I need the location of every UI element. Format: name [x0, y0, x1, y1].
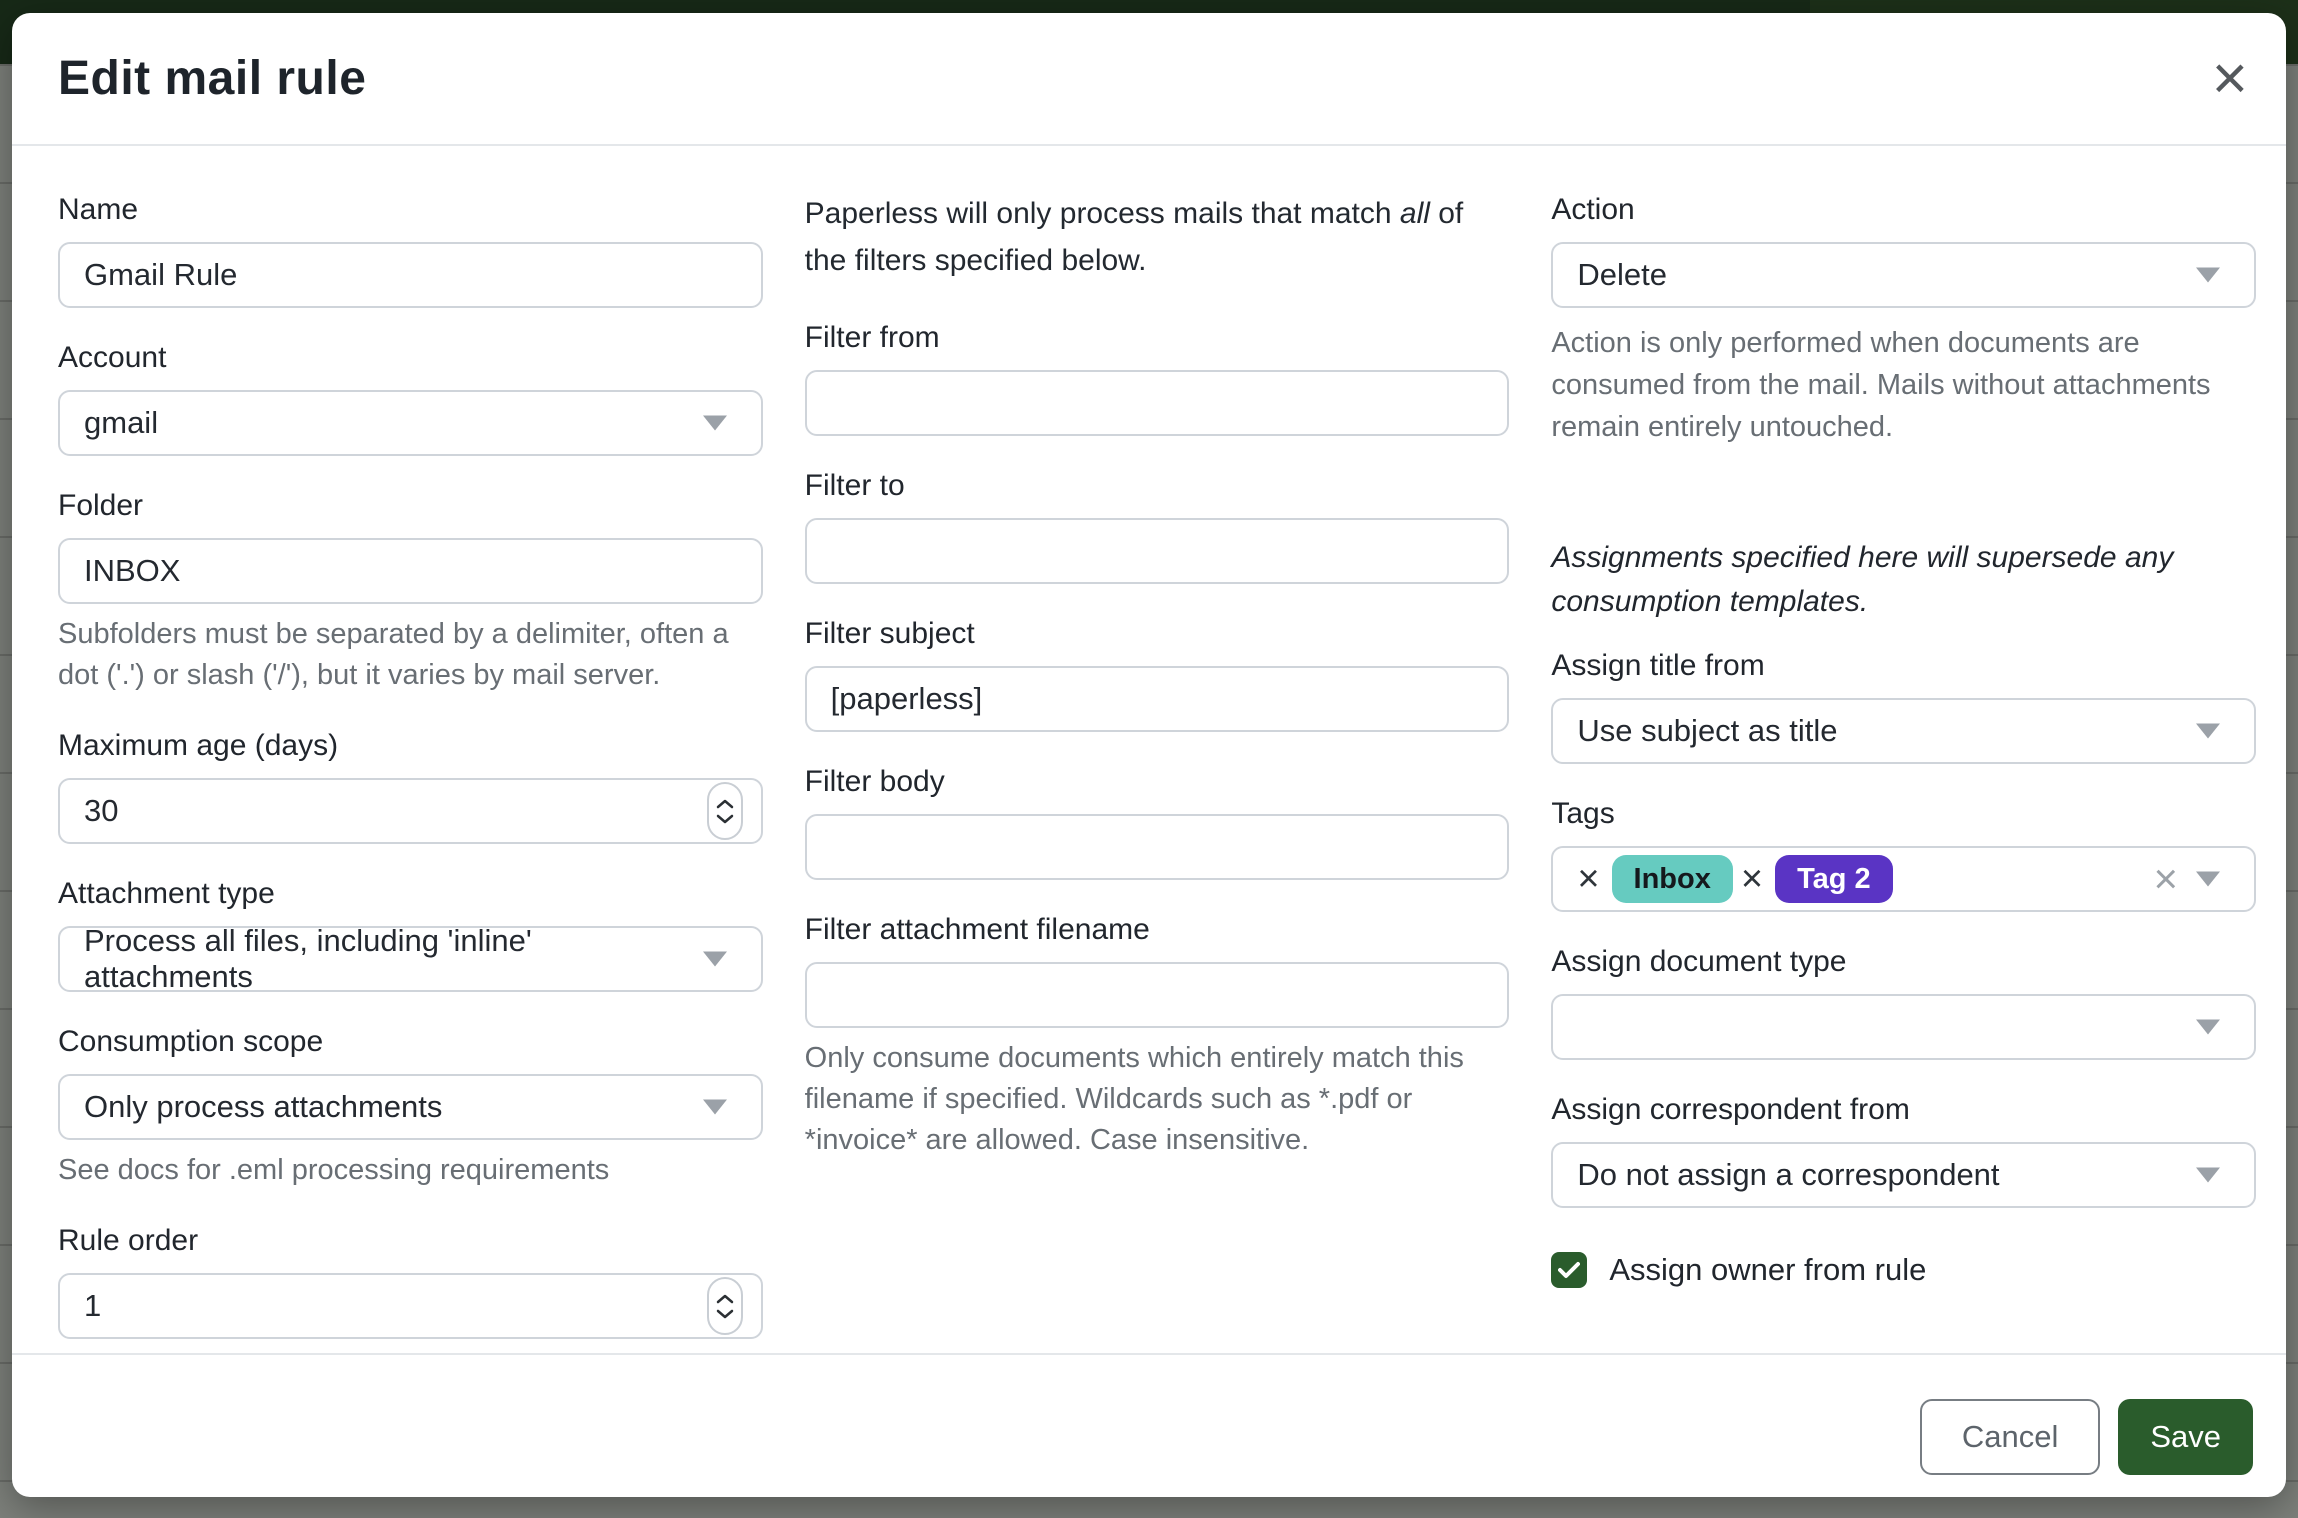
- filter-to-label: Filter to: [804, 469, 905, 502]
- filter-to-group: [805, 466, 1510, 584]
- remove-tag-icon[interactable]: ×: [1740, 858, 1764, 900]
- assign-correspondent-from-group: [1551, 1090, 2256, 1208]
- filters-intro-text: Paperless will only process mails that match all of the filters specified below.: [804, 197, 1464, 277]
- cancel-button[interactable]: Cancel: [1920, 1399, 2101, 1475]
- filter-subject-label: Filter subject: [804, 617, 975, 650]
- consumption-scope-label: Consumption scope: [58, 1025, 324, 1058]
- filter-subject-group: [805, 614, 1510, 732]
- dialog-body: [12, 146, 2286, 1353]
- consumption-scope-group: [58, 1022, 763, 1191]
- assign-correspondent-from-select[interactable]: [1551, 1142, 2256, 1208]
- chevron-down-icon: [2196, 724, 2220, 739]
- folder-help-text: Subfolders must be separated by a delimiter, often a dot ('.') or slash ('/'), but it varies by mail server.: [58, 618, 729, 691]
- rule-order-group: [58, 1221, 763, 1339]
- chevron-down-icon: [2196, 872, 2220, 887]
- assign-owner-label: Assign owner from rule: [1609, 1252, 1927, 1287]
- action-selected-value: Delete: [1577, 257, 1667, 292]
- assign-owner-checkbox[interactable]: [1551, 1252, 1587, 1288]
- column-filters: [805, 190, 1510, 1353]
- consumption-scope-select[interactable]: [58, 1074, 763, 1140]
- assign-document-type-select[interactable]: [1551, 994, 2256, 1060]
- filter-attachment-filename-input[interactable]: [805, 962, 1510, 1028]
- chevron-down-icon: [703, 952, 727, 967]
- assign-title-from-group: [1551, 646, 2256, 764]
- maximum-age-input[interactable]: [58, 778, 763, 844]
- action-group: [1551, 190, 2256, 448]
- number-spinner[interactable]: [707, 782, 743, 840]
- tag-chip: Tag 2: [1775, 855, 1893, 903]
- account-select[interactable]: [58, 390, 763, 456]
- folder-input[interactable]: [58, 538, 763, 604]
- name-group: [58, 190, 763, 308]
- action-select[interactable]: [1551, 242, 2256, 308]
- assign-title-from-select[interactable]: [1551, 698, 2256, 764]
- filter-from-input[interactable]: [805, 370, 1510, 436]
- filter-body-input[interactable]: [805, 814, 1510, 880]
- tags-label: Tags: [1551, 797, 1615, 830]
- maximum-age-group: [58, 726, 763, 844]
- filter-attachment-filename-help-text: Only consume documents which entirely match this filename if specified. Wildcards such as *.pdf or *invoice* are allowed. Case insensitive.: [804, 1042, 1464, 1156]
- edit-mail-rule-dialog: [12, 13, 2286, 1497]
- remove-tag-icon[interactable]: ×: [1577, 858, 1600, 900]
- assign-owner-row: [1551, 1252, 2256, 1288]
- chevron-down-icon: [703, 416, 727, 431]
- chevron-up-icon: [716, 1294, 734, 1304]
- check-icon: [1558, 1261, 1580, 1279]
- action-help-text: Action is only performed when documents are consumed from the mail. Mails without attachments remain entirely untouched.: [1551, 327, 2211, 443]
- assign-document-type-label: Assign document type: [1551, 945, 1847, 978]
- clear-tags-icon[interactable]: ×: [2153, 855, 2178, 902]
- account-label: Account: [58, 341, 167, 374]
- column-actions: [1551, 190, 2256, 1353]
- assign-document-type-group: [1551, 942, 2256, 1060]
- save-button[interactable]: Save: [2118, 1399, 2253, 1475]
- folder-label: Folder: [58, 489, 144, 522]
- close-icon[interactable]: ×: [2211, 43, 2248, 113]
- chevron-down-icon: [703, 1100, 727, 1115]
- column-general: [58, 190, 763, 1353]
- dialog-title: Edit mail rule: [58, 52, 367, 105]
- account-group: [58, 338, 763, 456]
- attachment-type-label: Attachment type: [58, 877, 275, 910]
- attachment-type-selected-value: Process all files, including 'inline' attachments: [84, 923, 532, 994]
- chevron-down-icon: [2196, 1020, 2220, 1035]
- rule-order-label: Rule order: [58, 1224, 199, 1257]
- filter-attachment-filename-label: Filter attachment filename: [804, 913, 1150, 946]
- assignments-note: Assignments specified here will supersede any consumption templates.: [1551, 541, 2174, 618]
- name-input[interactable]: [58, 242, 763, 308]
- consumption-scope-selected-value: Only process attachments: [84, 1089, 443, 1124]
- rule-order-input[interactable]: [58, 1273, 763, 1339]
- filter-from-group: [805, 318, 1510, 436]
- action-label: Action: [1551, 193, 1635, 226]
- number-spinner[interactable]: [707, 1277, 743, 1335]
- folder-group: [58, 486, 763, 696]
- attachment-type-select[interactable]: [58, 923, 763, 994]
- filter-attachment-filename-group: [805, 910, 1510, 1161]
- filter-from-label: Filter from: [804, 321, 940, 354]
- filter-to-input[interactable]: [805, 518, 1510, 584]
- assign-correspondent-from-label: Assign correspondent from: [1551, 1093, 1910, 1126]
- tag-chip: Inbox: [1612, 855, 1733, 903]
- filter-body-group: [805, 762, 1510, 880]
- dialog-header: [12, 13, 2286, 146]
- tags-select[interactable]: [1551, 846, 2256, 912]
- chevron-down-icon: [716, 814, 734, 824]
- chevron-down-icon: [2196, 1168, 2220, 1183]
- assign-correspondent-from-selected-value: Do not assign a correspondent: [1577, 1157, 2000, 1192]
- filter-subject-input[interactable]: [805, 666, 1510, 732]
- assign-title-from-label: Assign title from: [1551, 649, 1765, 682]
- tags-group: [1551, 794, 2256, 912]
- account-selected-value: gmail: [84, 405, 159, 440]
- chevron-down-icon: [716, 1309, 734, 1319]
- filter-body-label: Filter body: [804, 765, 945, 798]
- chevron-down-icon: [2196, 268, 2220, 283]
- name-label: Name: [58, 193, 139, 226]
- page-content-behind-left: [0, 64, 12, 1518]
- dialog-footer: [12, 1353, 2286, 1497]
- consumption-scope-help-text: See docs for .eml processing requirements: [58, 1154, 610, 1186]
- chevron-up-icon: [716, 799, 734, 809]
- assign-title-from-selected-value: Use subject as title: [1577, 713, 1838, 748]
- page-content-behind-right: [2286, 64, 2298, 1518]
- attachment-type-group: [58, 874, 763, 992]
- maximum-age-label: Maximum age (days): [58, 729, 339, 762]
